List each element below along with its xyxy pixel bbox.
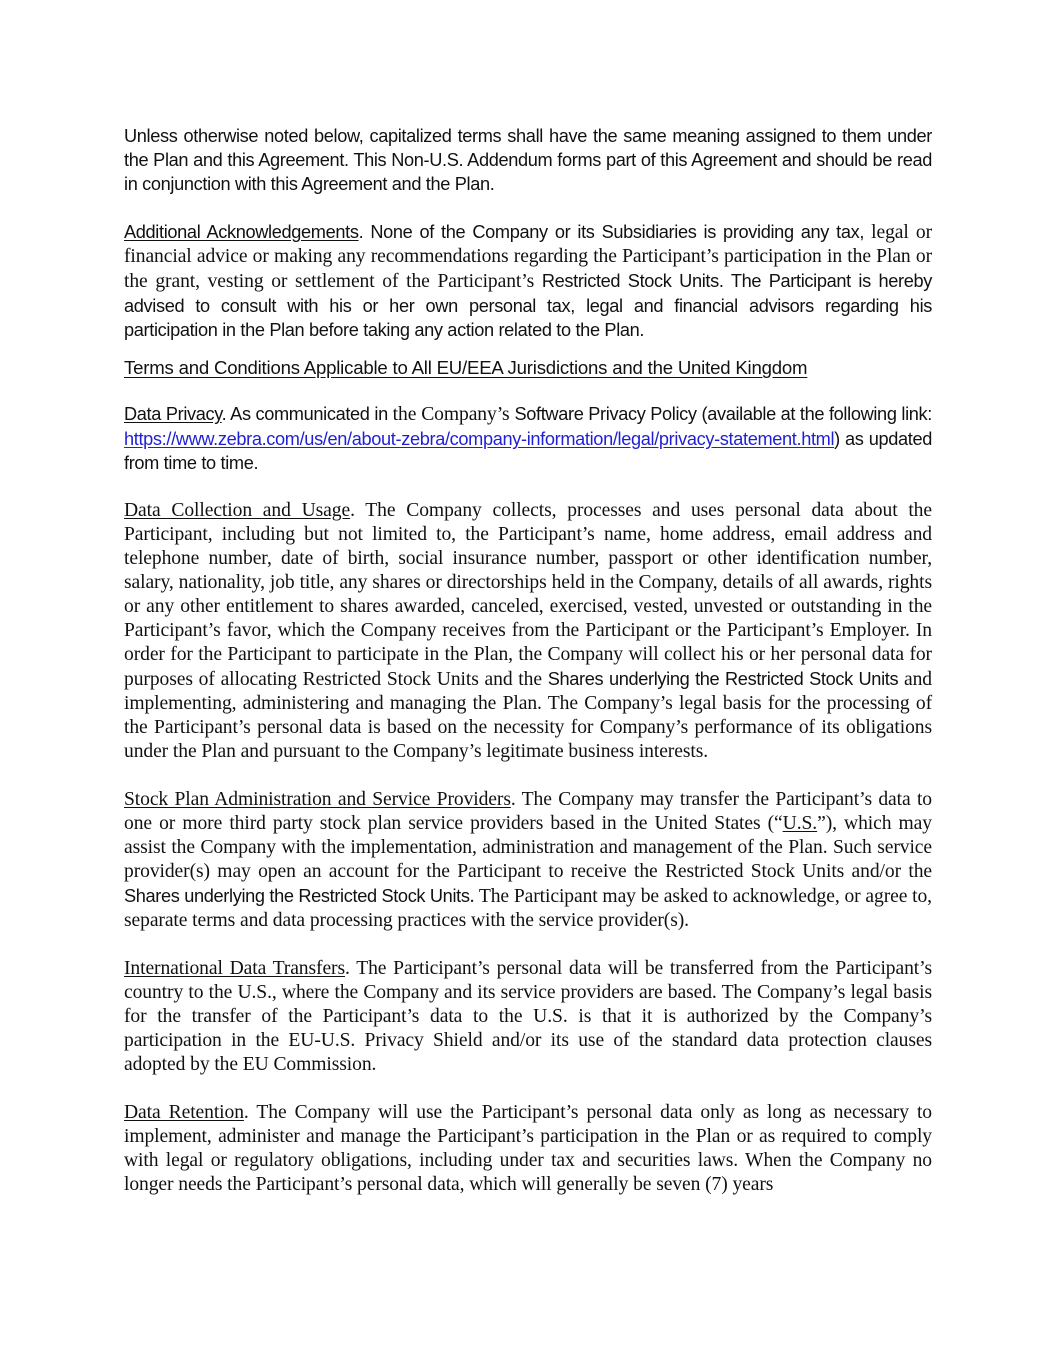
international-transfers-paragraph — [124, 957, 932, 1077]
data-collection-text-c: and implementing, administering and managing the Plan. The Company’s legal basis for the processing of the Participant’s personal data is based on the necessity for Company’s performance of its obligations under the Plan and pursuant to the Company’s legitimate business interests. — [124, 669, 933, 762]
acknowledgements-text-c: Restricted Stock Units. The Participant is hereby advised to consult with his or her own personal tax, legal and financial advisors regarding his participation in the Plan before taking any action related to the Plan. — [124, 271, 932, 340]
intro-paragraph: Unless otherwise noted below, capitalized terms shall have the same meaning assigned to them under the Plan and this Agreement. This Non-U.S. Addendum forms part of this Agreement and should be read in conjunction with this Agreement and the Plan. — [124, 126, 932, 194]
document-page — [124, 124, 932, 1197]
data-collection-paragraph — [124, 499, 932, 764]
service-providers-text-d: . The Participant may be asked to acknowledge, or agree to, separate terms and data processing practices with the service provider(s). — [124, 886, 932, 931]
data-privacy-title: Data Privacy — [124, 404, 222, 424]
data-collection-title: Data Collection and Usage — [124, 500, 351, 521]
us-defined-term: U.S. — [782, 813, 818, 834]
service-providers-text-b: ”), which may assist the Company with the implementation, administration and management of the Plan. Such service provider(s) may open an account for the Participant to receive the Restricted Stock Units and/or the — [124, 813, 932, 882]
service-providers-title: Stock Plan Administration and Service Providers — [124, 789, 511, 810]
data-retention-text: . The Company will use the Participant’s personal data only as long as necessary to implement, administer and manage the Participant’s participation in the Plan or as required to comply with legal or regulatory obligations, including under tax and securities laws. When the Company no longer needs the Participant’s personal data, which will generally be seven (7) years — [124, 1102, 933, 1195]
data-privacy-paragraph — [124, 402, 932, 475]
data-privacy-text-c: Software Privacy Policy (available at the following link: — [514, 404, 932, 424]
data-collection-text-a: . The Company collects, processes and uses personal data about the Participant, including but not limited to, the Participant’s name, home address, email address and telephone number, date of birth, social insurance number, passport or other identification number, salary, nationality, job title, any shares or directorships held in the Company, details of all awards, rights or any other entitlement to shares awarded, canceled, exercised, vested, unvested or outstanding in the Participant’s favor, which the Company receives from the Participant or the Participant’s Employer. In order for the Participant to participate in the Plan, the Company will collect his or her personal data for purposes of allocating Restricted Stock Units and the — [124, 500, 932, 690]
acknowledgements-title: Additional Acknowledgements — [124, 222, 359, 242]
data-privacy-text-b: the Company’s — [392, 404, 515, 425]
international-transfers-title: International Data Transfers — [124, 958, 345, 979]
data-retention-title: Data Retention — [124, 1102, 244, 1123]
privacy-policy-link[interactable]: https://www.zebra.com/us/en/about-zebra/company-information/legal/privacy-statement.html — [124, 429, 835, 449]
data-collection-text-b: Shares underlying the Restricted Stock Units — [547, 669, 899, 689]
service-providers-paragraph — [124, 788, 932, 933]
international-transfers-text: . The Participant’s personal data will be transferred from the Participant’s country to the U.S., where the Company and its service providers are based. The Company’s legal basis for the transfer of the Participant’s data to the U.S. is that it is authorized by the Company’s participation in the EU-U.S. Privacy Shield and/or its use of the standard data protection clauses adopted by the EU Commission. — [124, 958, 932, 1075]
service-providers-text-c: Shares underlying the Restricted Stock Units — [124, 886, 470, 906]
data-retention-paragraph — [124, 1101, 932, 1197]
section-heading: Terms and Conditions Applicable to All EU/EEA Jurisdictions and the United Kingdom — [124, 357, 808, 378]
acknowledgements-paragraph — [124, 220, 932, 342]
data-privacy-text-a: . As communicated in — [221, 404, 393, 424]
acknowledgements-text-b: legal or financial advice or making any recommendations regarding the Participant’s participation in the Plan or the grant, vesting or settlement of the Participant’s — [124, 222, 932, 292]
data-privacy-text-d: ) as updated from time to time. — [124, 429, 932, 473]
service-providers-text-a: . The Company may transfer the Participant’s data to one or more third party stock plan service providers based in the United States (“ — [124, 789, 932, 834]
acknowledgements-text-a: . None of the Company or its Subsidiaries is providing any tax, — [358, 222, 872, 242]
